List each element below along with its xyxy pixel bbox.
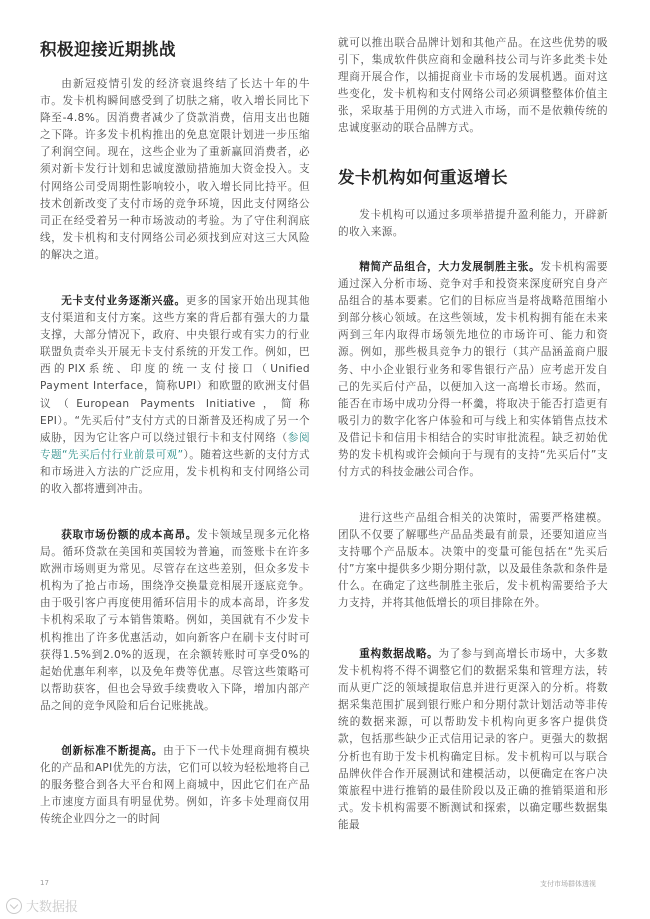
portfolio-lead: 精简产品组合，大力发展制胜主张。 bbox=[359, 261, 541, 273]
growth-intro-text: 发卡机构可以通过多项举措提升盈利能力，开辟新的收入来源。 bbox=[338, 209, 608, 239]
challenges-intro-text: 由新冠疫情引发的经济衰退终结了长达十年的牛市。发卡机构瞬间感受到了切肤之痛，收入增长同比下降至-4.8%。因消费者减少了贷款消费，信用支出也随之下降。许多发卡机构推出的免息宽限计划进一步压缩了利润空间。现在，这些企业为了重新赢回消费者，必须对新卡发行计划和忠诚度激励措施加大资金投入。支付网络公司受周期性影响较小，收入增长同比持平。但技术创新改变了支付市场的竞争环境，因此支付网络公司正在经受着另一种市场波动的考验。为了守住利润底线，发卡机构和支付网络公司必须找到应对这三大风险的解决之道。 bbox=[40, 78, 310, 261]
page-number: 17 bbox=[40, 879, 49, 887]
innovation-standard-lead: 创新标准不断提高。 bbox=[61, 745, 164, 757]
watermark-text: 大数据报 bbox=[26, 900, 79, 915]
portfolio-paragraph bbox=[338, 259, 608, 481]
challenges-intro-paragraph bbox=[40, 76, 310, 264]
cardless-payments-lead: 无卡支付业务逐渐兴盛。 bbox=[61, 295, 186, 307]
innovation-standard-text: 由于下一代卡处理商拥有模块化的产品和API优先的方法，它们可以较为轻松地将自己的服务整合到各大平台和网上商城中，因此它们在产品上市速度方面具有明显优势。例如，许多卡处理商仅用传统企业四分之一的时间 bbox=[40, 745, 310, 826]
growth-intro-paragraph bbox=[338, 207, 608, 241]
market-share-cost-paragraph bbox=[40, 527, 310, 715]
cardless-payments-text-b: ）。随着这些新的支付方式和市场进入方法的广泛应用，发卡机构和支付网络公司的收入都将遭到冲击。 bbox=[40, 448, 310, 496]
innovation-standard-paragraph bbox=[40, 743, 310, 828]
cardless-payments-text-a: 更多的国家开始出现其他支付渠道和支付方案。这些方案的背后都有强大的力量支撑，大部分情况下，政府、中央银行或有实力的行业联盟负责牵头开展无卡支付系统的开发工作。例如，巴西的PIX系统、印度的统一支付接口（Unified Payment Interface，简称UPI）和欧盟的欧洲支付倡议（European Payments Initiative，简称EPI）。“先买后付”支付方式的日渐普及还构成了另一个威胁，因为它让客户可以绕过银行卡和支付网络（ bbox=[40, 295, 310, 444]
section-heading-growth: 发卡机构如何重返增长 bbox=[338, 168, 508, 187]
cardless-payments-paragraph bbox=[40, 293, 310, 498]
bnpl-feature-link[interactable]: 参阅专题“先买后付行业前景可观” bbox=[40, 431, 311, 461]
footer-report-title: 支付市场群体透视 bbox=[540, 880, 596, 888]
modeling-paragraph bbox=[338, 510, 608, 613]
data-strategy-lead: 重构数据战略。 bbox=[359, 648, 439, 660]
watermark-logo-icon bbox=[6, 898, 22, 914]
portfolio-text: 发卡机构需要通过深入分析市场、竞争对手和投资来深度研究自身产品组合的基本要素。它们的目标应当是将战略范围缩小到部分核心领域。在这些领域，发卡机构拥有能在未来两到三年内取得市场领先地位的市场许可、能力和资源。例如，那些极具竞争力的银行（其产品涵盖商户服务、中小企业银行业务和零售银行产品）应考虑开发自己的先买后付产品，以便加入这一高增长市场。然而，能否在市场中成功分得一杯羹，将取决于能否打造更有吸引力的数字化客户体验和可与线上和实体销售点技术及借记卡和信用卡相结合的实时审批流程。缺乏初始优势的发卡机构或许会倾向于与现有的支持“先买后付”支付方式的科技金融公司合作。 bbox=[338, 261, 608, 479]
section-heading-challenges: 积极迎接近期挑战 bbox=[40, 40, 176, 59]
market-share-cost-text: 发卡领域呈现多元化格局。循环贷款在美国和英国较为普遍，而签账卡在许多欧洲市场则更为常见。尽管存在这些差别，但众多发卡机构为了抢占市场，围绕净交换量竞相展开逐底竞争。由于吸引客户再度使用循环信用卡的成本高昂，许多发卡机构采取了亏本销售策略。例如，美国就有不少发卡机构推出了许多优惠活动，如向新客户在刷卡支付时可获得1.5%到2.0%的返现，在余额转账时可享受0%的起始优惠年利率，以及免年费等优惠。尽管这些策略可以帮助获客，但也会导致手续费收入下降，增加内部产品之间的竞争风险和后台记账挑战。 bbox=[40, 529, 311, 712]
market-share-cost-lead: 获取市场份额的成本高昂。 bbox=[61, 529, 198, 541]
innovation-continued-paragraph bbox=[338, 35, 608, 138]
innovation-continued-text: 就可以推出联合品牌计划和其他产品。在这些优势的吸引下，集成软件供应商和金融科技公司与许多此类卡处理商开展合作，以捕捉商业卡市场的发展机遇。面对这些变化，发卡机构和支付网络公司必须调整整体价值主张，采取基于用例的方式进入市场，而不是依赖传统的忠诚度驱动的联合品牌方式。 bbox=[338, 37, 608, 135]
data-strategy-paragraph bbox=[338, 646, 608, 834]
watermark bbox=[6, 896, 78, 915]
modeling-text: 进行这些产品组合相关的决策时，需要严格建模。团队不仅要了解哪些产品品类最有前景，还要知道应当支持哪个产品版本。决策中的变量可能包括在“先买后付”方案中提供多少期分期付款，以及最佳条款和条件是什么。在确定了这些制胜主张后，发卡机构需要给予大力支持，并将其他低增长的项目排除在外。 bbox=[338, 512, 608, 610]
data-strategy-text: 为了参与到高增长市场中，大多数发卡机构将不得不调整它们的数据采集和管理方法，转而从更广泛的领域提取信息并进行更深入的分析。将数据采集范围扩展到银行账户和分期付款计划活动等非传统的数据来源，可以帮助发卡机构向更多客户提供贷款，包括那些缺少正式信用记录的客户。更强大的数据分析也有助于发卡机构确定目标。发卡机构可以与联合品牌伙伴合作开展测试和建模活动，以便确定在客户决策旅程中进行推销的最佳阶段以及正确的推销渠道和形式。发卡机构需要不断测试和探索，以确定哪些数据集能最 bbox=[338, 648, 609, 831]
